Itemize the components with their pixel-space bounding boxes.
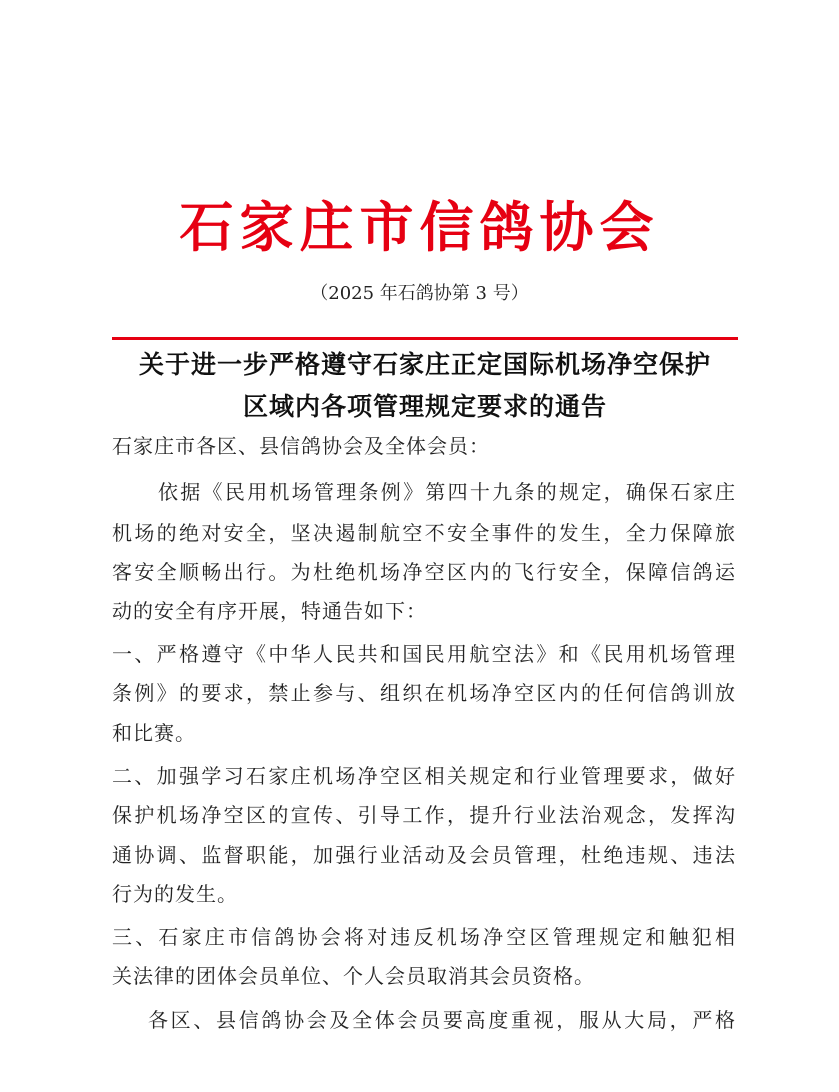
intro-line-4: 动的安全有序开展，特通告如下：	[112, 599, 427, 623]
salutation: 石家庄市各区、县信鸽协会及全体会员：	[112, 434, 490, 458]
item1-line-3: 和比赛。	[112, 721, 196, 745]
item1-line-1: 一、严格遵守《中华人民共和国民用航空法》和《民用机场管理	[112, 642, 736, 666]
item2-line-3: 通协调、监督职能，加强行业活动及会员管理，杜绝违规、违法	[112, 843, 736, 867]
intro-line-1: 依据《民用机场管理条例》第四十九条的规定，确保石家庄	[158, 480, 736, 504]
document-number: （2025 年石鸽协第 3 号）	[310, 283, 529, 304]
item2-line-4: 行为的发生。	[112, 882, 238, 906]
red-divider-line	[112, 337, 738, 340]
notice-title-line-2: 区域内各项管理规定要求的通告	[242, 392, 607, 421]
intro-line-2: 机场的绝对安全，坚决遏制航空不安全事件的发生，全力保障旅	[112, 521, 736, 545]
item3-line-1: 三、石家庄市信鸽协会将对违反机场净空区管理规定和触犯相	[112, 925, 736, 949]
item2-line-1: 二、加强学习石家庄机场净空区相关规定和行业管理要求，做好	[112, 764, 736, 788]
item1-line-2: 条例》的要求，禁止参与、组织在机场净空区内的任何信鸽训放	[112, 681, 736, 705]
intro-line-3: 客安全顺畅出行。为杜绝机场净空区内的飞行安全，保障信鸽运	[112, 560, 736, 584]
closing-line: 各区、县信鸽协会及全体会员要高度重视，服从大局，严格	[148, 1008, 736, 1032]
notice-title	[112, 344, 738, 428]
notice-title-line-1: 关于进一步严格遵守石家庄正定国际机场净空保护	[138, 350, 711, 379]
item2-line-2: 保护机场净空区的宣传、引导工作，提升行业法治观念，发挥沟	[112, 803, 736, 827]
item3-line-2: 关法律的团体会员单位、个人会员取消其会员资格。	[112, 964, 595, 988]
org-title: 石家庄市信鸽协会	[179, 196, 660, 259]
